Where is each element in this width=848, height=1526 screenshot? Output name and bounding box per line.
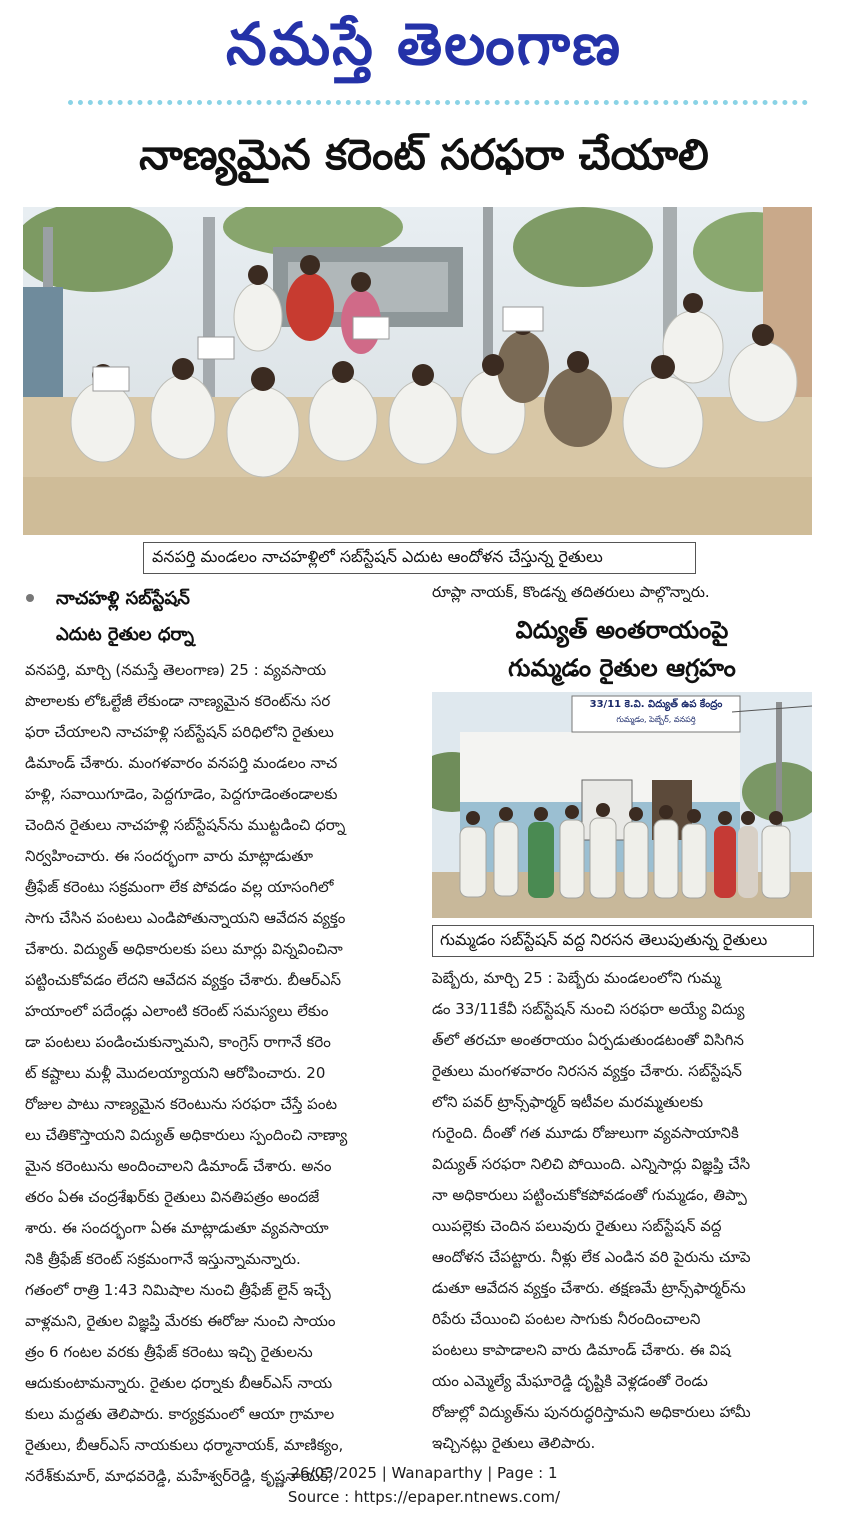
photo-caption: వనపర్తి మండలం నాచహళ్లిలో సబ్‌స్టేషన్ ఎదుట ఆందోళన చేస్తున్న రైతులు <box>152 547 603 566</box>
story1-line: పొలాలకు లోఓల్టేజీ లేకుండా నాణ్యమైన కరెంట్‌ను సర <box>25 692 331 710</box>
story1-line: రైతులు, బీఆర్ఎస్ నాయకులు ధర్మానాయక్, మాణిక్యం, <box>25 1436 344 1454</box>
story1-line: గతంలో రాత్రి 1:43 నిమిషాల నుంచి త్రీఫేజ్ లైన్ ఇచ్చే <box>25 1281 331 1299</box>
story2-line: రైతులు మంగళవారం నిరసన వ్యక్తం చేశారు. సబ్‌స్టేషన్ <box>432 1062 742 1080</box>
protest-photo <box>23 207 812 535</box>
story2-line: ఇచ్చినట్లు రైతులు తెలిపారు. <box>432 1434 596 1452</box>
footer-date-edition: 26/03/2025 | Wanaparthy | Page : 1 <box>290 1464 558 1482</box>
story1-line: ట్ కష్టాలు మళ్లీ మొదలయ్యాయని ఆరోపించారు. 20 <box>25 1064 326 1082</box>
story1-line: పట్టించుకోవడం లేదని ఆవేదన వ్యక్తం చేశారు. బీఆర్ఎస్ <box>25 971 342 989</box>
story1-line: సాగు చేసిన పంటలు ఎండిపోతున్నాయని ఆవేదన వ్యక్తం <box>25 909 346 927</box>
story2-line: విద్యుత్ సరఫరా నిలిచి పోయింది. ఎన్నిసార్లు విజ్ఞప్తి చేసి <box>432 1155 751 1173</box>
story1-line: డిమాండ్ చేశారు. మంగళవారం వనపర్తి మండలం నాచ <box>25 754 338 772</box>
story2-subhead-line2: గుమ్మడం రైతుల ఆగ్రహం <box>508 654 736 682</box>
substation-photo <box>432 692 812 918</box>
story2-line: డుతూ ఆవేదన వ్యక్తం చేశారు. తక్షణమే ట్రాన్స్‌ఫార్మర్‌ను <box>432 1279 746 1297</box>
story1-line: నికి త్రీఫేజ్ కరెంట్ సక్రమంగానే ఇస్తున్నామన్నారు. <box>25 1250 301 1268</box>
story1-body <box>25 655 413 1492</box>
story1-line: మైన కరెంటును అందించాలని డిమాండ్ చేశారు. అనం <box>25 1157 332 1175</box>
story2-line: యం ఎమ్మెల్యే మేఘారెడ్డి దృష్టికి వెళ్లడంతో రెండు <box>432 1372 708 1390</box>
story1-line: లు చేతికొస్తాయని విద్యుత్ అధికారులు స్పందించి నాణ్యా <box>25 1126 348 1144</box>
story1-subhead-line2: ఎదుట రైతుల ధర్నా <box>56 624 194 645</box>
footer-source-link[interactable]: Source : https://epaper.ntnews.com/ <box>287 1488 561 1506</box>
story2-body <box>432 963 816 1459</box>
story1-line: రోజుల పాటు నాణ్యమైన కరెంటును సరఫరా చేస్తే పంట <box>25 1095 338 1113</box>
masthead-divider <box>68 100 808 105</box>
story1-line: తరం ఏఈ చంద్రశేఖర్‌కు రైతులు వినతిపత్రం అందజే <box>25 1188 320 1206</box>
story1-line: త్రం 6 గంటల వరకు త్రీఫేజ్ కరెంటు ఇచ్చి రైతులను <box>25 1343 313 1361</box>
story1-line: శారు. ఈ సందర్భంగా ఏఈ మాట్లాడుతూ వ్యవసాయా <box>25 1219 329 1237</box>
story1-line: డా పంటలు పండించుకున్నామని, కాంగ్రెస్ రాగానే కరెం <box>25 1033 331 1051</box>
story1-line: త్రీఫేజ్ కరెంటు సక్రమంగా లేక పోవడం వల్ల యాసంగిలో <box>25 878 334 896</box>
story1-line: కులు మద్దతు తెలిపారు. కార్యక్రమంలో ఆయా గ్రామాల <box>25 1405 335 1423</box>
story2-line: గురైంది. దీంతో గత మూడు రోజులుగా వ్యవసాయానికి <box>432 1124 739 1142</box>
story1-line: ఆదుకుంటామన్నారు. రైతుల ధర్నాకు బీఆర్ఎస్ నాయ <box>25 1374 333 1392</box>
story2-line: యిపల్లెకు చెందిన పలువురు రైతులు సబ్‌స్టేషన్ వద్ద <box>432 1217 722 1235</box>
story1-line: వాళ్లమని, రైతుల విజ్ఞప్తి మేరకు ఈరోజు నుంచి సాయం <box>25 1312 336 1330</box>
story1-subhead-line1: నాచహళ్లి సబ్‌స్టేషన్ <box>56 588 190 609</box>
story1-line: హయాంలో పదేండ్లు ఎలాంటి కరెంట్ సమస్యలు లేకుం <box>25 1002 329 1020</box>
story1-line: చెందిన రైతులు నాచహళ్లి సబ్‌స్టేషన్‌ను ముట్టడించి ధర్నా <box>25 816 346 834</box>
substation-sign-subtext: గుమ్మడం, పెబ్బేర్, వనపర్తి <box>616 715 696 724</box>
story2-line: నా అధికారులు పట్టించుకోకపోవడంతో గుమ్మడం, తిప్పా <box>432 1186 747 1204</box>
story2-line: పెబ్బేరు, మార్చి 25 : పెబ్బేరు మండలంలోని గుమ్మ <box>432 969 721 987</box>
story1-line: నిర్వహించారు. ఈ సందర్భంగా వారు మాట్లాడుతూ <box>25 847 314 865</box>
protest-photo-illustration <box>23 207 812 535</box>
story2-line: త్‌లో తరచూ అంతరాయం ఏర్పడుతుండటంతో విసిగిన <box>432 1031 744 1049</box>
story2-line: పంటలు కాపాడాలని వారు డిమాండ్ చేశారు. ఈ విష <box>432 1341 731 1359</box>
page-headline: నాణ్యమైన కరెంట్ సరఫరా చేయాలి <box>139 130 709 179</box>
story1-continuation: రూప్లా నాయక్, కొండన్న తదితరులు పాల్గొన్నారు. <box>432 583 710 601</box>
story2-line: లోని పవర్ ట్రాన్స్‌ఫార్మర్ ఇటీవల మరమ్మతులకు <box>432 1093 704 1111</box>
story1-line: ఫరా చేయాలని నాచహళ్లి సబ్‌స్టేషన్ పరిధిలోని రైతులు <box>25 723 334 741</box>
story1-line: వనపర్తి, మార్చి (నమస్తే తెలంగాణ) 25 : వ్యవసాయ <box>25 661 327 679</box>
story1-line: హళ్లి, సవాయిగూడెం, పెద్దగూడెం, పెద్దగూడెంతండాలకు <box>25 785 338 803</box>
substation-caption: గుమ్మడం సబ్‌స్టేషన్ వద్ద నిరసన తెలుపుతున్న రైతులు <box>440 930 768 949</box>
story1-line: చేశారు. విద్యుత్ అధికారులకు పలు మార్లు విన్నవించినా <box>25 940 343 958</box>
story1-line: నరేశ్‌కుమార్, మాధవరెడ్డి, మహేశ్వర్‌రెడ్డి, కృష్ణనాయక్, <box>25 1467 333 1485</box>
story2-subhead-line1: విద్యుత్ అంతరాయంపై <box>515 616 729 644</box>
substation-sign-text: 33/11 కె.వి. విద్యుత్ ఉప కేంద్రం <box>589 699 723 710</box>
story2-line: రిపేరు చేయించి పంటల సాగుకు నీరందించాలని <box>432 1310 701 1328</box>
story2-line: ఆందోళన చేపట్టారు. నీళ్లు లేక ఎండిన వరి పైరును చూపె <box>432 1248 751 1266</box>
story2-line: డం 33/11కేవీ సబ్‌స్టేషన్ నుంచి సరఫరా అయ్యే విద్యు <box>432 1000 745 1018</box>
story2-line: రోజుల్లో విద్యుత్‌ను పునరుద్ధరిస్తామని అధికారులు హామీ <box>432 1403 751 1421</box>
subhead-bullet <box>26 594 34 602</box>
masthead-title: నమస్తే తెలంగాణ <box>226 10 622 78</box>
